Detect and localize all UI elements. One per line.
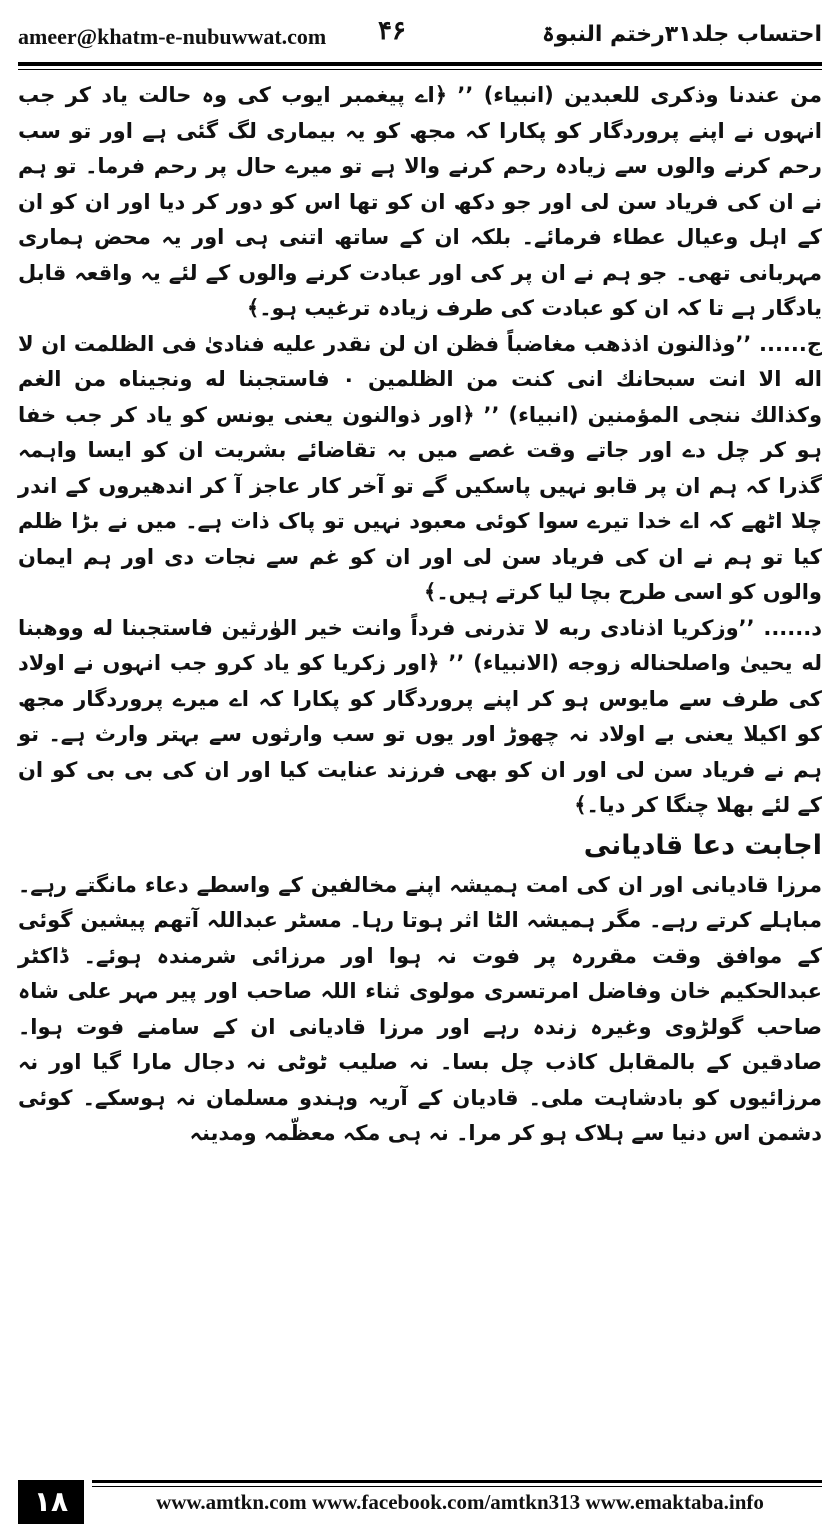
page-header <box>18 6 822 66</box>
page-footer <box>18 1478 822 1534</box>
paragraph-yunus: ج...... ’’وذالنون اذذهب مغاضباً فظن ان لن نقدر علیه فنادیٰ فی الظلمت ان لا اله الا انت سبحانك انی كنت من الظلمین ۰ فاستجبنا له ونجیناه من الغم وكذالك ننجی المؤمنین (انبیاء) ’’ ﴿اور ذوالنون یعنی یونس کو یاد کر جب خفا ہو کر چل دے اور جاتے وقت غصے میں بہ تقاضائے بشریت ان کو ایسا واہمہ گذرا کہ ہم ان پر قابو نہیں پاسکیں گے تو آخر کار عاجز آ کر اندھیروں کے اندر چلا اٹھے کہ اے خدا تیرے سوا کوئی معبود نہیں تو پاک ذات ہے۔ میں نے بڑا ظلم کیا تو ہم نے ان کی فریاد سن لی اور ان کو غم سے نجات دی اور ہم ایمان والوں کو اسی طرح بچا لیا کرتے ہیں۔﴾ <box>18 331 822 604</box>
header-page-number: ۴۶ <box>378 16 406 46</box>
footer-urls: www.amtkn.com www.facebook.com/amtkn313 www.emaktaba.info <box>156 1490 764 1514</box>
footer-page-number: ۱۸ <box>18 1480 84 1524</box>
header-title: احتساب جلد۳۱رختم النبوۃ <box>541 22 822 47</box>
header-email: ameer@khatm-e-nubuwwat.com <box>18 24 327 49</box>
footer-rule-thin <box>92 1486 822 1487</box>
paragraph-qadiani: مرزا قادیانی اور ان کی امت ہمیشہ اپنے مخالفین کے واسطے دعاء مانگتے رہے۔ مباہلے کرتے رہے۔ مگر ہمیشہ الٹا اثر ہوتا رہا۔ مسٹر عبداللہ آتھم پیشین گوئی کے موافق وقت مقررہ پر فوت نہ ہوا اور مرزائی شرمندہ ہوئے۔ ڈاکٹر عبدالحکیم خان وفاضل امرتسری مولوی ثناء اللہ صاحب اور پیر مہر علی شاہ صاحب گولڑوی وغیرہ زندہ رہے اور مرزا قادیانی ان کے سامنے فوت ہوا۔ صادقین کے بالمقابل کاذب چل بسا۔ نہ صلیب ٹوٹی نہ دجال مارا گیا اور نہ مرزائیوں کو بادشاہت ملی۔ قادیان کے آریہ وہندو مسلمان نہ ہوسکے۔ کوئی دشمن اس دنیا سے ہلاک ہو کر مرا۔ نہ ہی مکہ معظّمہ ومدینہ <box>18 872 822 1145</box>
header-rule-thin <box>18 69 822 70</box>
page-body <box>18 78 822 1464</box>
footer-rule-thick <box>92 1480 822 1483</box>
header-rule-thick <box>18 62 822 66</box>
section-heading: اجابت دعا قادیانی <box>583 829 822 861</box>
paragraph-ayyub: من عندنا وذکری للعبدین (انبیاء) ’’ ﴿اے پیغمبر ایوب کی وہ حالت یاد کر جب انہوں نے اپنے پروردگار کو پکارا کہ مجھ کو یہ بیماری لگ گئی ہے اور تو سب رحم کرنے والوں سے زیادہ رحم کرنے والا ہے تو میرے حال پر رحم فرما۔ تو ہم نے ان کی فریاد سن لی اور جو دکھ ان کو تھا اس کو دور کر دیا اور ان کو ان کے اہل وعیال عطاء فرمائے۔ بلکہ ان کے ساتھ اتنی ہی اور یہ محض ہماری مہربانی تھی۔ جو ہم نے ان پر کی اور عبادت کرنے والوں کے لئے یہ واقعہ قابل یادگار ہے تا کہ ان کو عبادت کی طرف زیادہ ترغیب ہو۔﴾ <box>18 83 822 320</box>
paragraph-zakariya: د...... ’’وزكریا اذنادی ربه لا تذرنی فرداً وانت خیر الوٰرثین فاستجبنا له ووهبنا له یحییٰ واصلحناله زوجه (الانبیاء) ’’ ﴿اور زکریا کو یاد کرو جب انہوں نے اولاد کی طرف سے مایوس ہو کر اپنے پروردگار کو پکارا کہ اے میرے پروردگار مجھ کو اکیلا یعنی بے اولاد نہ چھوڑ اور یوں تو سب وارثوں سے بہتر وارث ہے۔ تو ہم نے فریاد سن لی اور ان کو بھی فرزند عنایت کیا اور ان کی بی بی کو ان کے لئے بھلا چنگا کر دیا۔﴾ <box>18 615 822 817</box>
